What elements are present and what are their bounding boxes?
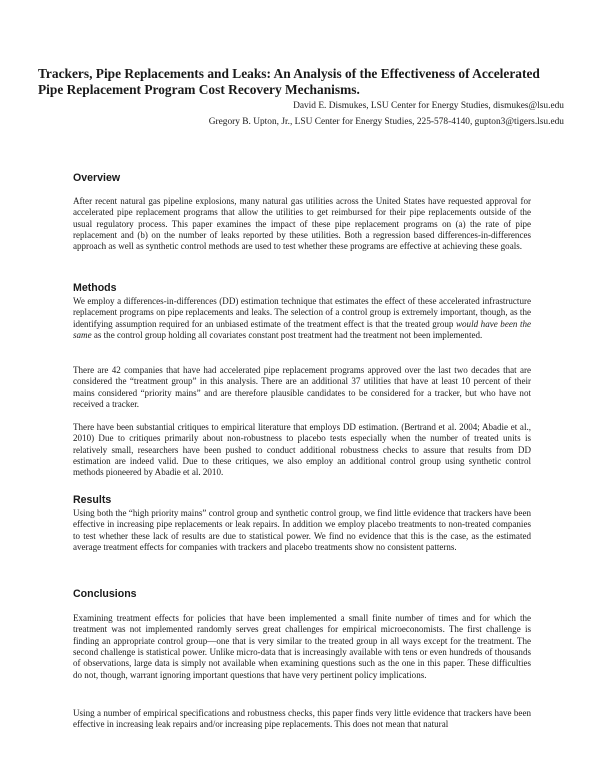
methods-heading: Methods: [73, 282, 117, 294]
overview-paragraph: After recent natural gas pipeline explosions, many natural gas utilities across the United States have requested approval for accelerated pipe replacement programs that allow the utilities to get reimbursed for their pipe replacements outside of the usual regulatory process. This paper examines the impact of these pipe replacement programs on (a) the rate of pipe replacement and (b) on the number of leaks reported by these utilities. Both a regression based differences-in-differences approach as well as synthetic control methods are used to test whether these programs are effective at achieving these goals.: [73, 196, 531, 252]
conclusions-paragraph-2: Using a number of empirical specifications and robustness checks, this paper finds very little evidence that trackers have been effective in increasing leak repairs and/or increasing pipe replacements. This does not mean that natural: [73, 708, 531, 730]
methods-paragraph-1: [73, 296, 531, 341]
methods-paragraph-1-text: We employ a differences-in-differences (DD) estimation technique that estimates the effect of these accelerated infrastructure replacement programs on pipe replacements and leaks. The selection of a control group is extremely important, though, as the identifying assumption required for an unbiased estimate of the treatment effect is that the treated group: [73, 296, 531, 329]
conclusions-heading: Conclusions: [73, 588, 137, 600]
results-heading: Results: [73, 494, 112, 506]
results-paragraph: Using both the “high priority mains” control group and synthetic control group, we find little evidence that trackers have been effective in increasing pipe replacements or leak repairs. In addition we employ placebo treatments to non-treated companies to test whether these lack of results are due to statistical power. We find no evidence that this is the case, as the estimated average treatment effects for companies with trackers and placebo treatments show no consistent patterns.: [73, 508, 531, 553]
conclusions-paragraph-1: Examining treatment effects for policies that have been implemented a small finite number of times and for which the treatment was not implemented randomly serves great challenges for empirical microeconomists. The first challenge is finding an appropriate control group—one that is very similar to the treated group in all ways except for the treatment. The second challenge is statistical power. Unlike micro-data that is increasingly available with tens or even hundreds of thousands of observations, large data is simply not available when examining questions such as the one in this paper. These difficulties do not, though, warrant ignoring important questions that have very pertinent policy implications.: [73, 613, 531, 680]
methods-paragraph-1-emphasis: would have been the same: [73, 318, 531, 341]
author-dismukes: David E. Dismukes, LSU Center for Energy Studies, dismukes@lsu.edu: [293, 101, 564, 111]
overview-heading: Overview: [73, 172, 121, 184]
paper-title: Trackers, Pipe Replacements and Leaks: An Analysis of the Effectiveness of Accelerated Pipe Replacement Program Cost Recovery Mechanisms.: [38, 66, 540, 97]
methods-paragraph-1-text-end: as the control group holding all covariates constant post treatment had the treatment not been implemented.: [91, 330, 483, 341]
author-upton: Gregory B. Upton, Jr., LSU Center for Energy Studies, 225-578-4140, gupton3@tigers.lsu.edu: [208, 117, 564, 127]
methods-paragraph-3: There have been substantial critiques to empirical literature that employs DD estimation. (Bertrand et al. 2004; Abadie et al., 2010) Due to critiques primarily about non-robustness to placebo tests especially when the number of treated units is relatively small, researchers have been pushed to conduct additional robustness checks to assure that results from DD estimation are indeed valid. Due to these critiques, we also employ an additional control group using synthetic control methods pioneered by Abadie et al. 2010.: [73, 422, 531, 478]
methods-paragraph-2: There are 42 companies that have had accelerated pipe replacement programs approved over the last two decades that are considered the “treatment group” in this analysis. There are an additional 37 utilities that have at least 10 percent of their mains considered “priority mains” and are therefore plausible candidates to be considered for a tracker, but who have not received a tracker.: [73, 365, 531, 410]
